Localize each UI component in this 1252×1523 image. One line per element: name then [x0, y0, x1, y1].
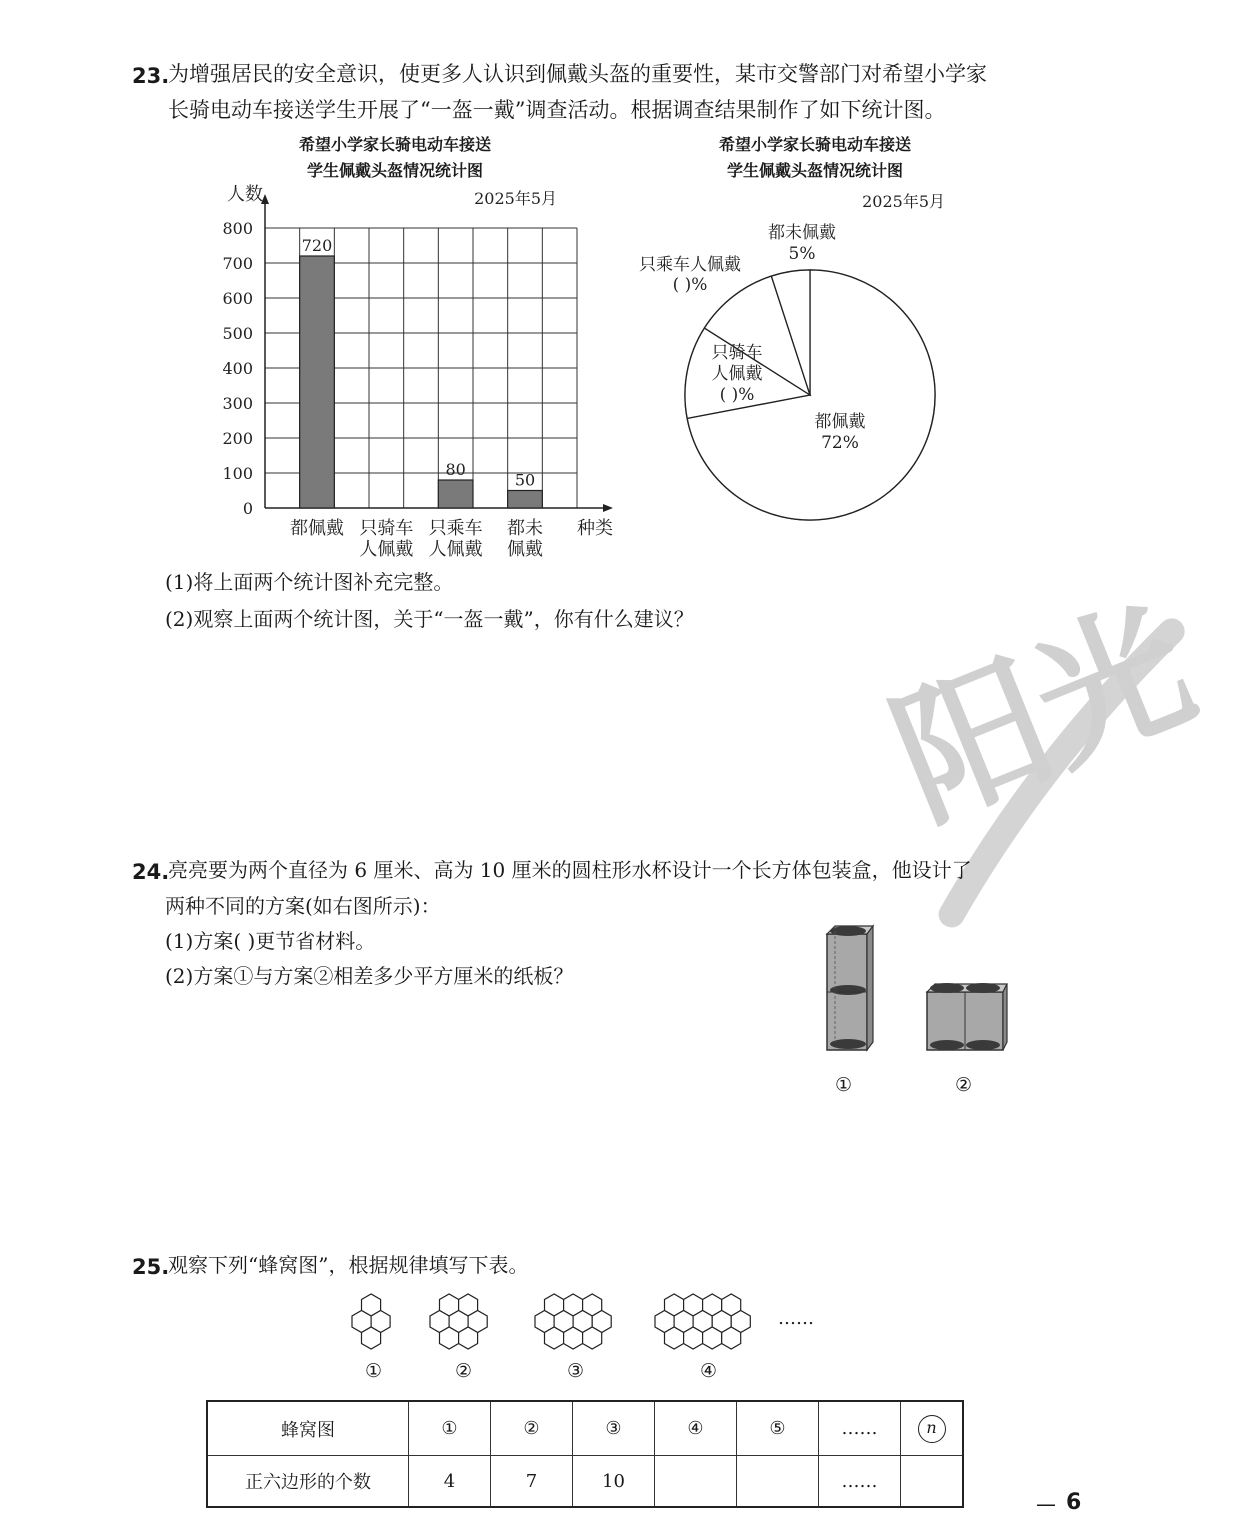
- circled-n: n: [918, 1415, 946, 1443]
- question-23-sub2: (2)观察上面两个统计图，关于“一盔一戴”，你有什么建议？: [165, 607, 694, 631]
- count-cell-ellipsis: ……: [819, 1456, 901, 1507]
- pie-value-passenger-only: ( )%: [672, 275, 708, 295]
- x-tick-label: 都佩戴: [290, 518, 344, 539]
- hexagon: [545, 1327, 564, 1349]
- bar: [508, 491, 543, 509]
- bar: [438, 480, 473, 508]
- pie-chart-title-line1: 希望小学家长骑电动车接送: [718, 135, 911, 154]
- pie-value-none-wear: 5%: [788, 244, 816, 264]
- question-24-number: 24.: [132, 860, 170, 884]
- question-25-text: 观察下列“蜂窝图”，根据规律填写下表。: [168, 1253, 529, 1277]
- watermark-text: 阳光: [871, 577, 1216, 852]
- x-tick-label: 都未: [507, 518, 543, 539]
- honeycomb-label-2: ②: [455, 1360, 473, 1382]
- question-23-line2: 长骑电动车接送学生开展了“一盔一戴”调查活动。根据调查结果制作了如下统计图。: [168, 98, 946, 122]
- y-tick-label: 400: [222, 359, 253, 378]
- question-24-line1: 亮亮要为两个直径为 6 厘米、高为 10 厘米的圆柱形水杯设计一个长方体包装盒，他设计了: [168, 858, 972, 882]
- honeycomb-table: [206, 1400, 964, 1508]
- scheme-2-box: [927, 983, 1007, 1050]
- bar-chart-title: [240, 132, 550, 184]
- pie-label-all-wear: 都佩戴: [814, 412, 866, 432]
- pie-chart: [610, 180, 990, 525]
- col-header-3: ③: [573, 1401, 655, 1456]
- col-header-2: ②: [491, 1401, 573, 1456]
- pie-label-passenger-only: 只乘车人佩戴: [639, 255, 741, 275]
- page-number: 6: [1066, 1490, 1082, 1515]
- y-tick-label: 700: [222, 254, 253, 273]
- pie-chart-title-line2: 学生佩戴头盔情况统计图: [726, 161, 903, 180]
- y-tick-label: 200: [222, 429, 253, 448]
- hexagon: [665, 1327, 684, 1349]
- hexagon: [583, 1327, 602, 1349]
- col-header-ellipsis: ……: [819, 1401, 901, 1456]
- col-header-1: ①: [409, 1401, 491, 1456]
- pie-chart-date: 2025年5月: [862, 192, 945, 211]
- pie-value-all-wear: 72%: [821, 433, 859, 453]
- pie-value-rider-only: ( )%: [719, 385, 755, 405]
- y-tick-label: 800: [222, 219, 253, 238]
- honeycomb-ellipsis: ……: [778, 1308, 814, 1329]
- question-24-sub1: (1)方案( )更节省材料。: [165, 929, 376, 953]
- honeycomb-label-4: ④: [700, 1360, 718, 1382]
- bar-data-label: 80: [445, 460, 466, 479]
- footer-dash: —: [1036, 1492, 1056, 1516]
- scheme-1-label: ①: [835, 1074, 853, 1096]
- x-tick-label: 佩戴: [507, 539, 543, 560]
- question-24-line2: 两种不同的方案(如右图所示)：: [165, 894, 441, 918]
- honeycomb-label-3: ③: [567, 1360, 585, 1382]
- count-cell-4[interactable]: [655, 1456, 737, 1507]
- hexagon: [722, 1327, 741, 1349]
- table-row: [207, 1401, 963, 1456]
- hexagon: [459, 1327, 478, 1349]
- x-tick-label: 人佩戴: [428, 539, 483, 560]
- bar: [300, 256, 335, 508]
- bar-chart-date: 2025年5月: [474, 189, 557, 208]
- honeycomb-figures: [340, 1285, 820, 1355]
- x-axis-label: 种类: [577, 518, 613, 539]
- y-tick-label: 500: [222, 324, 253, 343]
- hexagon: [684, 1327, 703, 1349]
- hexagon: [703, 1327, 722, 1349]
- y-tick-label: 100: [222, 464, 253, 483]
- scheme-2-label: ②: [955, 1074, 973, 1096]
- y-tick-label: 600: [222, 289, 253, 308]
- bar-chart-title-line2: 学生佩戴头盔情况统计图: [306, 161, 483, 180]
- table-row: [207, 1456, 963, 1507]
- x-tick-label: 只乘车: [428, 518, 483, 539]
- col-header-4: ④: [655, 1401, 737, 1456]
- question-25-number: 25.: [132, 1255, 170, 1279]
- col-header-n: [901, 1401, 964, 1456]
- question-23-line1: 为增强居民的安全意识，使更多人认识到佩戴头盔的重要性，某市交警部门对希望小学家: [168, 62, 987, 86]
- col-header-5: ⑤: [737, 1401, 819, 1456]
- question-23-number: 23.: [132, 64, 170, 88]
- pie-label-none-wear: 都未佩戴: [768, 223, 836, 243]
- scheme-1-box: [827, 926, 873, 1050]
- x-tick-label: 只骑车: [359, 518, 414, 539]
- pie-label-rider-only: 人佩戴: [711, 364, 763, 384]
- bar-data-label: 720: [301, 236, 333, 255]
- pie-label-rider-only: 只骑车: [711, 343, 763, 363]
- honeycomb-label-1: ①: [365, 1360, 383, 1382]
- question-24-sub2: (2)方案①与方案②相差多少平方厘米的纸板？: [165, 964, 574, 988]
- count-cell-2: 7: [491, 1456, 573, 1507]
- count-cell-1: 4: [409, 1456, 491, 1507]
- count-cell-n[interactable]: [901, 1456, 964, 1507]
- y-axis-label: 人数: [227, 184, 263, 205]
- hexagon: [440, 1327, 459, 1349]
- bar-chart-title-line1: 希望小学家长骑电动车接送: [298, 135, 491, 154]
- question-23-sub1: (1)将上面两个统计图补充完整。: [165, 570, 454, 594]
- row2-header: 正六边形的个数: [207, 1456, 409, 1507]
- count-cell-5[interactable]: [737, 1456, 819, 1507]
- hexagon: [362, 1327, 381, 1349]
- bar-data-label: 50: [514, 470, 536, 490]
- x-tick-label: 人佩戴: [359, 539, 414, 560]
- packaging-scheme-figures: [815, 920, 1015, 1060]
- y-tick-label: 0: [242, 499, 253, 518]
- hexagon: [564, 1327, 583, 1349]
- pie-chart-title: [660, 132, 970, 184]
- row1-header: 蜂窝图: [207, 1401, 409, 1456]
- y-tick-label: 300: [222, 394, 253, 413]
- count-cell-3: 10: [573, 1456, 655, 1507]
- bar-chart: [200, 180, 630, 570]
